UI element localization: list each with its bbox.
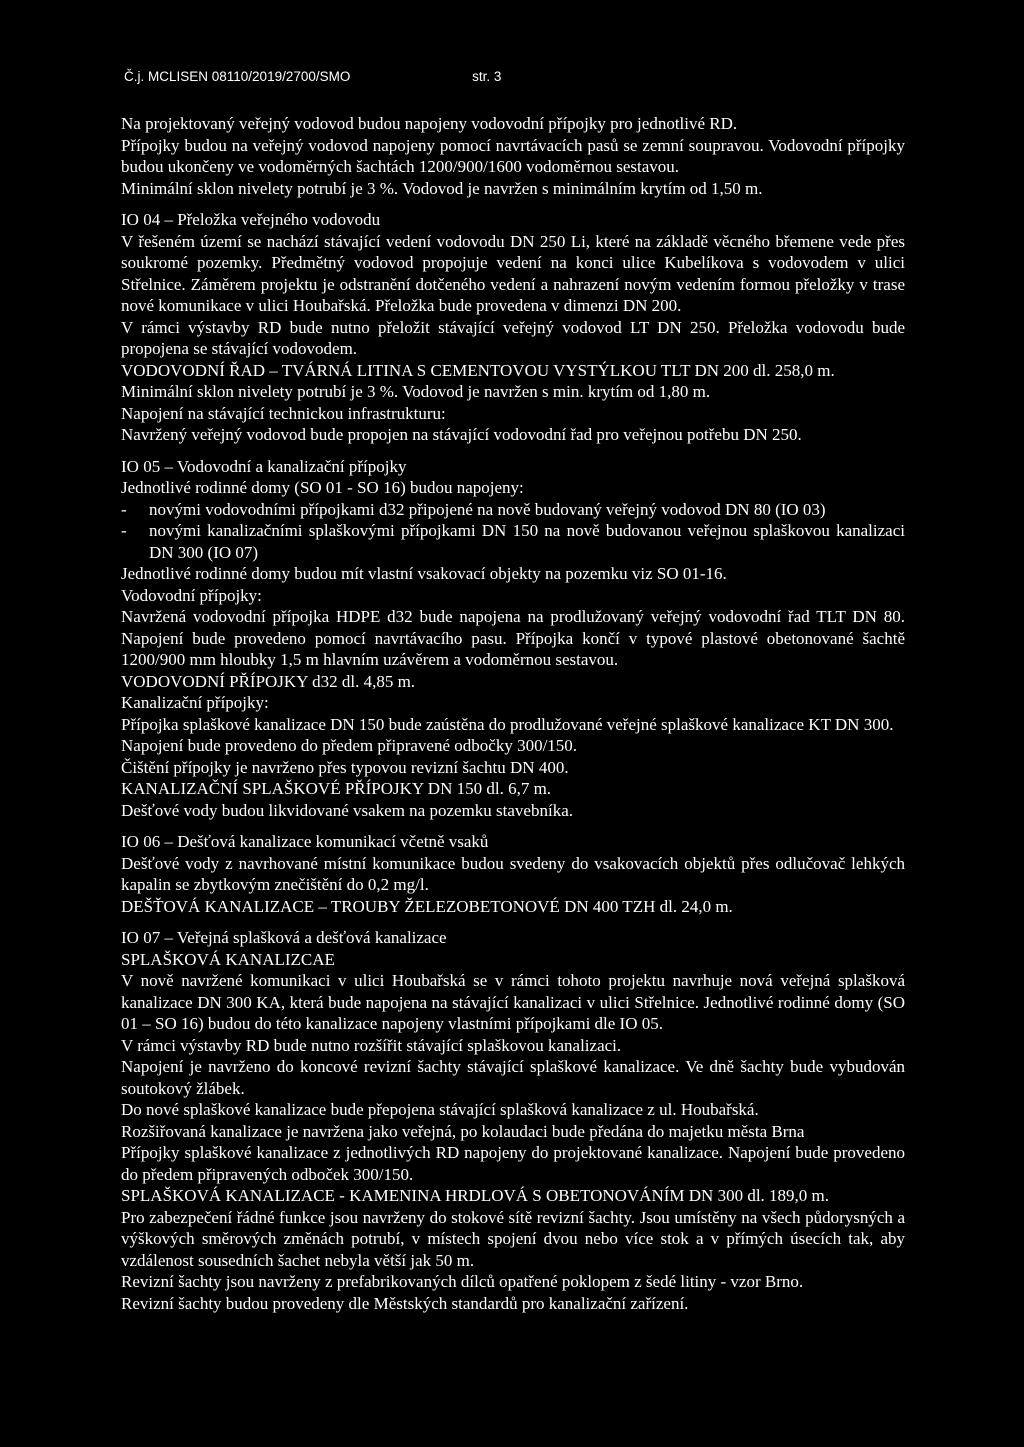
section-io07 [121, 927, 905, 1314]
paragraph: KANALIZAČNÍ SPLAŠKOVÉ PŘÍPOJKY DN 150 dl. 6,7 m. [121, 779, 552, 798]
paragraph: V rámci výstavby RD bude nutno přeložit stávající veřejný vodovod LT DN 250. Přeložka vodovodu bude propojena se stávající vodovodem. [121, 317, 905, 358]
paragraph: Rozšiřovaná kanalizace je navržena jako veřejná, po kolaudaci bude předána do majetku města Brna [121, 1121, 805, 1141]
paragraph: Minimální sklon nivelety potrubí je 3 %. Vodovod je navržen s minimálním krytím od 1,50 m. [121, 178, 763, 198]
paragraph: SPLAŠKOVÁ KANALIZACE - KAMENINA HRDLOVÁ S OBETONOVÁNÍM DN 300 dl. 189,0 m. [121, 1186, 830, 1205]
paragraph: Přípojky budou na veřejný vodovod napojeny pomocí navrtávacích pasů se zemní soupravou. Vodovodní přípojky budou ukončeny ve vodoměrných šachtách 1200/900/1600 vodoměrnou sestavou. [121, 135, 905, 176]
paragraph: Napojení na stávající technickou infrastrukturu: [121, 403, 446, 423]
paragraph: Čištění přípojky je navrženo přes typovou revizní šachtu DN 400. [121, 757, 569, 777]
paragraph: Přípojka splaškové kanalizace DN 150 bude zaústěna do prodlužované veřejné splaškové kanalizace KT DN 300. [121, 714, 894, 734]
connection-list [121, 499, 905, 564]
paragraph: V nově navržené komunikaci v ulici Houbařská se v rámci tohoto projektu navrhuje nová veřejná splašková kanalizace DN 300 KA, která bude napojena na stávající kanalizaci v ulici Střelnice. Jednotlivé rodinné domy (SO 01 – SO 16) budou do této kanalizace napojeny vlastními přípojkami dle IO 05. [121, 971, 905, 1033]
paragraph: Navržená vodovodní přípojka HDPE d32 bude napojena na prodlužovaný veřejný vodovodní řad TLT DN 80. Napojení bude provedeno pomocí navrtávacího pasu. Přípojka končí v typové plastové obetonované šachtě 1200/900 mm hloubky 1,5 m hlavním uzávěrem a vodoměrnou sestavou. [121, 607, 905, 669]
paragraph: Do nové splaškové kanalizace bude přepojena stávající splašková kanalizace z ul. Houbařská. [121, 1100, 759, 1119]
list-item-text: novými vodovodními přípojkami d32 připojené na nově budovaný veřejný vodovod DN 80 (IO 03) [149, 499, 826, 519]
paragraph: Jednotlivé rodinné domy (SO 01 - SO 16) budou napojeny: [121, 478, 524, 497]
section-heading: IO 05 – Vodovodní a kanalizační přípojky [121, 456, 407, 476]
document-body [121, 113, 905, 1324]
paragraph: Dešťové vody z navrhované místní komunikace budou svedeny do vsakovacích objektů přes odlučovač lehkých kapalin se zbytkovým znečištění do 0,2 mg/l. [121, 853, 905, 894]
paragraph: Na projektovaný veřejný vodovod budou napojeny vodovodní přípojky pro jednotlivé RD. [121, 114, 738, 133]
paragraph: V řešeném území se nachází stávající vedení vodovodu DN 250 Li, které na základě věcného břemene vede přes soukromé pozemky. Předmětný vodovod propojuje vedení na konci ulice Kubelíkova s vodovodem v ulici Střelnice. Záměrem projektu je odstranění dotčeného vedení a nahrazení novým vedením formou přeložky v trase nové komunikace v ulici Houbařská. Přeložka bude provedena v dimenzi DN 200. [121, 231, 905, 315]
dash-bullet-icon: - [121, 499, 127, 519]
list-item-text: novými kanalizačními splaškovými přípojkami DN 150 na nově budovanou veřejnou splaškovou kanalizaci DN 300 (IO 07) [149, 521, 905, 562]
paragraph: DEŠŤOVÁ KANALIZACE – TROUBY ŽELEZOBETONOVÉ DN 400 TZH dl. 24,0 m. [121, 896, 733, 916]
paragraph: Pro zabezpečení řádné funkce jsou navrženy do stokové sítě revizní šachty. Jsou umístěny na všech půdorysných a výškových směrových změnách potrubí, v místech spojení dvou nebo více stok a v přímých úsecích tak, aby vzdálenost sousedních šachet nebyla větší jak 50 m. [121, 1207, 905, 1270]
paragraph: Napojení bude provedeno do předem připravené odbočky 300/150. [121, 736, 578, 755]
paragraph: Vodovodní přípojky: [121, 585, 262, 605]
document-reference: Č.j. MCLISEN 08110/2019/2700/SMO [124, 69, 351, 84]
paragraph: VODOVODNÍ ŘAD – TVÁRNÁ LITINA S CEMENTOVOU VYSTÝLKOU TLT DN 200 dl. 258,0 m. [121, 360, 835, 380]
section-io05 [121, 456, 905, 822]
section-io06 [121, 831, 905, 917]
paragraph: Minimální sklon nivelety potrubí je 3 %. Vodovod je navržen s min. krytím od 1,80 m. [121, 382, 711, 401]
paragraph: V rámci výstavby RD bude nutno rozšířit stávající splaškovou kanalizaci. [121, 1035, 622, 1055]
paragraph: Dešťové vody budou likvidované vsakem na pozemku stavebníka. [121, 800, 573, 820]
paragraph: Revizní šachty budou provedeny dle Městských standardů pro kanalizační zařízení. [121, 1293, 689, 1313]
page-header [124, 66, 501, 88]
section-heading: IO 06 – Dešťová kanalizace komunikací včetně vsaků [121, 832, 489, 851]
list-item [121, 520, 905, 563]
section-heading: IO 07 – Veřejná splašková a dešťová kanalizace [121, 928, 447, 947]
intro-section [121, 113, 905, 199]
paragraph: VODOVODNÍ PŘÍPOJKY d32 dl. 4,85 m. [121, 671, 416, 691]
paragraph: Revizní šachty jsou navrženy z prefabrikovaných dílců opatřené poklopem z šedé litiny - vzor Brno. [121, 1272, 804, 1291]
paragraph: Přípojky splaškové kanalizace z jednotlivých RD napojeny do projektované kanalizace. Napojení bude provedeno do předem připravených odboček 300/150. [121, 1143, 905, 1184]
paragraph: Napojení je navrženo do koncové revizní šachty stávající splaškové kanalizace. Ve dně šachty bude vybudován soutokový žlábek. [121, 1057, 905, 1098]
section-subheading: SPLAŠKOVÁ KANALIZCAE [121, 949, 335, 969]
paragraph: Kanalizační přípojky: [121, 693, 269, 712]
section-heading: IO 04 – Přeložka veřejného vodovodu [121, 210, 381, 229]
paragraph: Navržený veřejný vodovod bude propojen na stávající vodovodní řad pro veřejnou potřebu DN 250. [121, 425, 802, 444]
paragraph: Jednotlivé rodinné domy budou mít vlastní vsakovací objekty na pozemku viz SO 01-16. [121, 564, 727, 583]
list-item [121, 499, 905, 521]
dash-bullet-icon: - [121, 521, 127, 540]
section-io04 [121, 209, 905, 446]
page-number: str. 3 [472, 69, 502, 84]
